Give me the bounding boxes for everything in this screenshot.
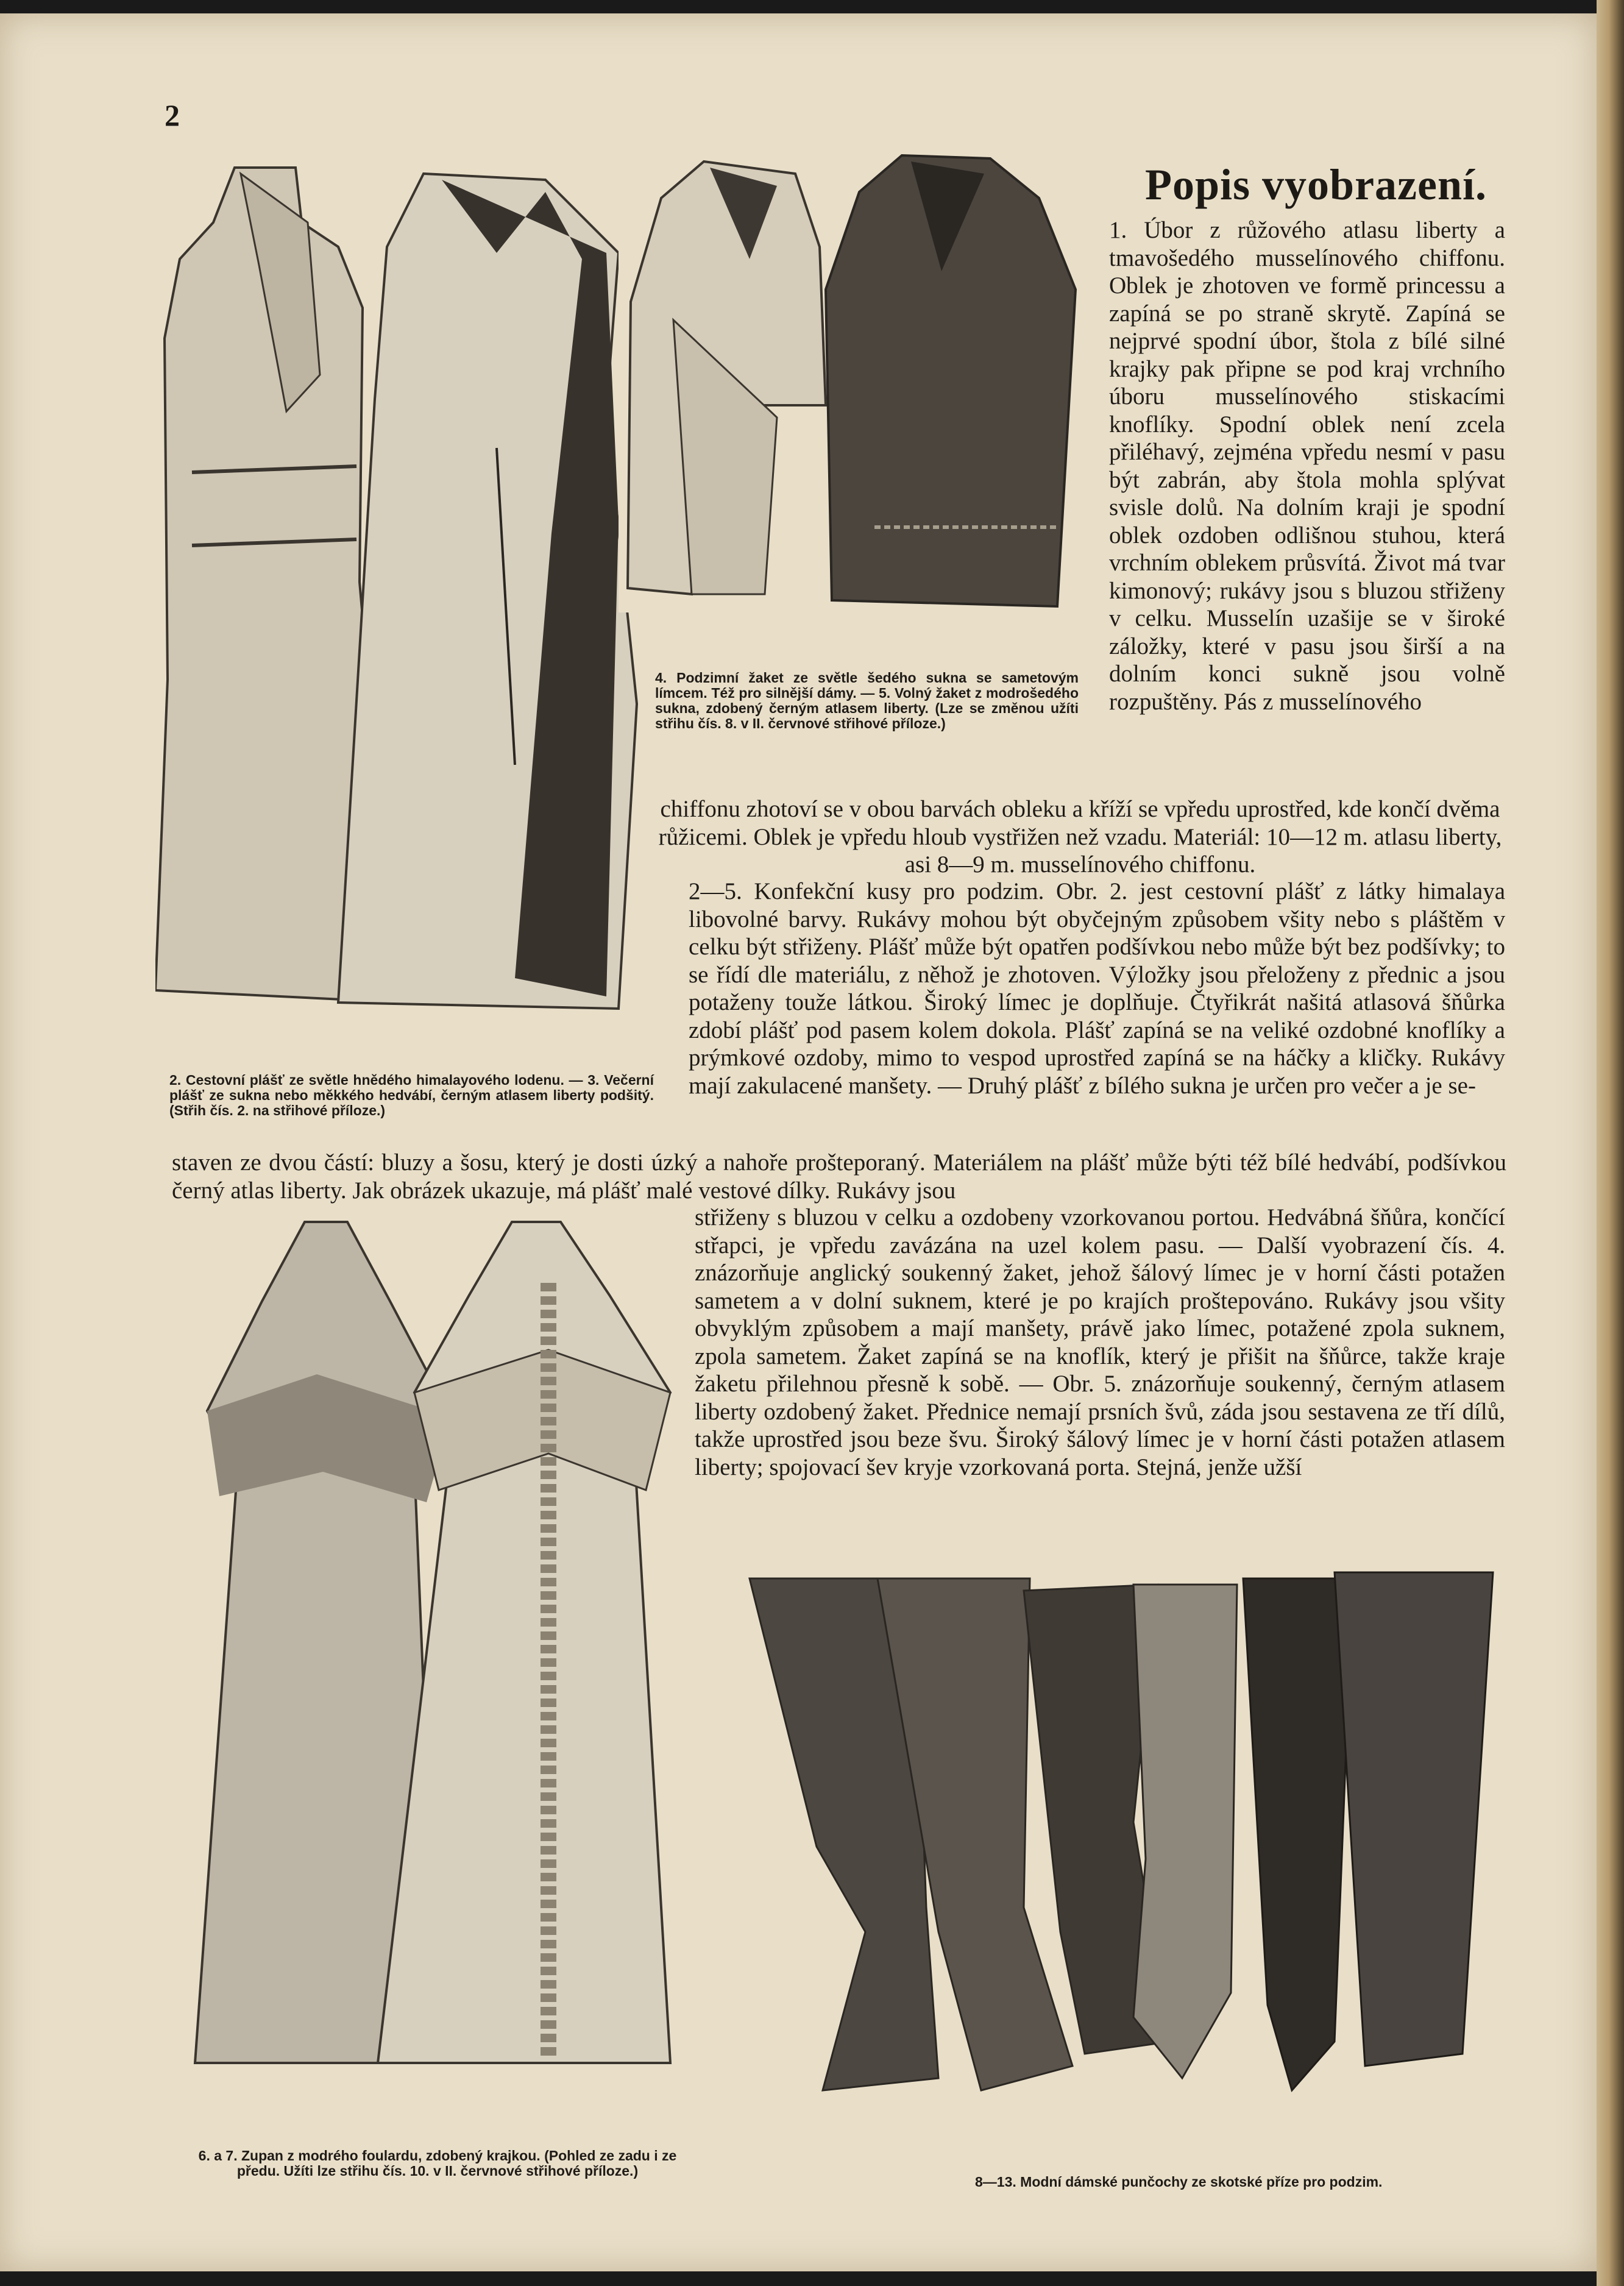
illustration-dresses-6-7 [183, 1210, 689, 2075]
caption-fig-6-7: 6. a 7. Zupan z modrého foulardu, zdobený krajkou. (Pohled ze zadu i ze předu. Užíti lze střihu čís. 10. v II. červnové střihové příloze.) [198, 2148, 677, 2179]
illustration-jackets-4-5 [619, 149, 1085, 612]
body-column-1: 1. Úbor z růžového atlasu liberty a tmavošedého musselínového chiffonu. Oblek je zhotoven ve formě princessu a zapíná se po straně skrytě. Zapíná se nejprvé spodní úbor, štola z bílé silné krajky pak připne se pod kraj vrchního úboru musselínového stiskacími knoflíky. Spodní oblek není zcela přiléhavý, zejména vpředu nesmí v pasu být zabrán, aby štola mohla splývat svisle dolů. Na dolním kraji je spodní oblek ozdoben odlišnou stuhou, která vrchním oblekem průsvítá. Život má tvar kimonový; rukávy jsou s bluzou střiženy v celku. Musselín uzašije se v široké záložky, které v pasu jsou širší a na dolním konci sukně jsou volně rozpuštěny. Pás z musselínového [1109, 217, 1505, 715]
illustration-coats-2-3 [155, 155, 652, 1021]
body-column-3: střiženy s bluzou v celku a ozdobeny vzorkovanou portou. Hedvábná šňůra, končící střapci, je vpředu zavázána na uzel kolem pasu. — Další vyobrazení čís. 4. znázorňuje anglický soukenný žaket, jehož šálový límec je v horní části potažen sametem a v dolní suknem, které je po krajích proštepováno. Rukávy jsou všity obvyklým způsobem a mají manšety, právě jako límec, potažené zpola suknem, zpola sametem. Žaket zapíná se na knoflík, který je přišit na šňůrce, takže kraje žaketu přilehnou přesně k sobě. — Obr. 5. znázorňuje soukenný, černým atlasem liberty ozdobený žaket. Přednice nemají prsních švů, záda jsou sestavena ze tří dílů, takže uprostřed jsou beze švu. Široký šálový límec je v horní části potažen atlasem liberty; spojovací šev kryje vzorkovaná porta. Stejná, jenže užší [695, 1204, 1505, 1480]
caption-fig-8-13: 8—13. Modní dámské punčochy ze skotské příze pro podzim. [975, 2174, 1383, 2190]
caption-fig-4-5: 4. Podzimní žaket ze světle šedého sukna se sametovým límcem. Též pro silnější dámy. — 5. Volný žaket z modrošedého sukna, zdobený černým atlasem liberty. (Lze se změnou užíti střihu čís. 8. v II. červnové střihové příloze.) [655, 670, 1079, 731]
page-title: Popis vyobrazení. [1144, 160, 1487, 209]
page-number: 2 [165, 98, 180, 132]
illustration-stockings-8-13 [743, 1566, 1502, 2096]
page-edge [1597, 0, 1624, 2286]
caption-fig-2-3: 2. Cestovní plášť ze světle hnědého himalayového lodenu. — 3. Večerní plášť ze sukna nebo měkkého hedvábí, černým atlasem liberty podšitý. (Střih čís. 2. na střihové příloze.) [169, 1072, 654, 1118]
body-column-2: 2—5. Konfekční kusy pro podzim. Obr. 2. jest cestovní plášť z látky himalaya libovolné barvy. Rukávy mohou být obyčejným způsobem všity nebo s pláštěm v celku být střiženy. Plášť může být opatřen podšívkou nebo může být bez podšívky; to se řídí dle materiálu, z něhož je zhotoven. Výložky jsou přeloženy z přednic a jsou potaženy touže látkou. Široký límec je doplňuje. Čtyřikrát našitá atlasová šňůrka zdobí plášť pod pasem kolem dokola. Plášť zapíná se na veliké ozdobné knoflíky a prýmkové ozdoby, mimo to vespod uprostřed zapíná se na háčky a kličky. Rukávy mají zakulacené manšety. — Druhý plášť z bílého sukna je určen pro večer a je se- [689, 878, 1505, 1099]
body-band-1: chiffonu zhotoví se v obou barvách obleku a kříží se vpředu uprostřed, kde končí dvěma růžicemi. Oblek je vpředu hloub vystřižen než vzadu. Materiál: 10—12 m. atlasu liberty, asi 8—9 m. musselínového chiffonu. [658, 796, 1502, 878]
body-band-2: staven ze dvou částí: bluzy a šosu, který je dosti úzký a nahoře prošteporaný. Materiálem na plášť může býti též bílé hedvábí, podšívkou černý atlas liberty. Jak obrázek ukazuje, má plášť malé vestové dílky. Rukávy jsou [172, 1149, 1506, 1204]
